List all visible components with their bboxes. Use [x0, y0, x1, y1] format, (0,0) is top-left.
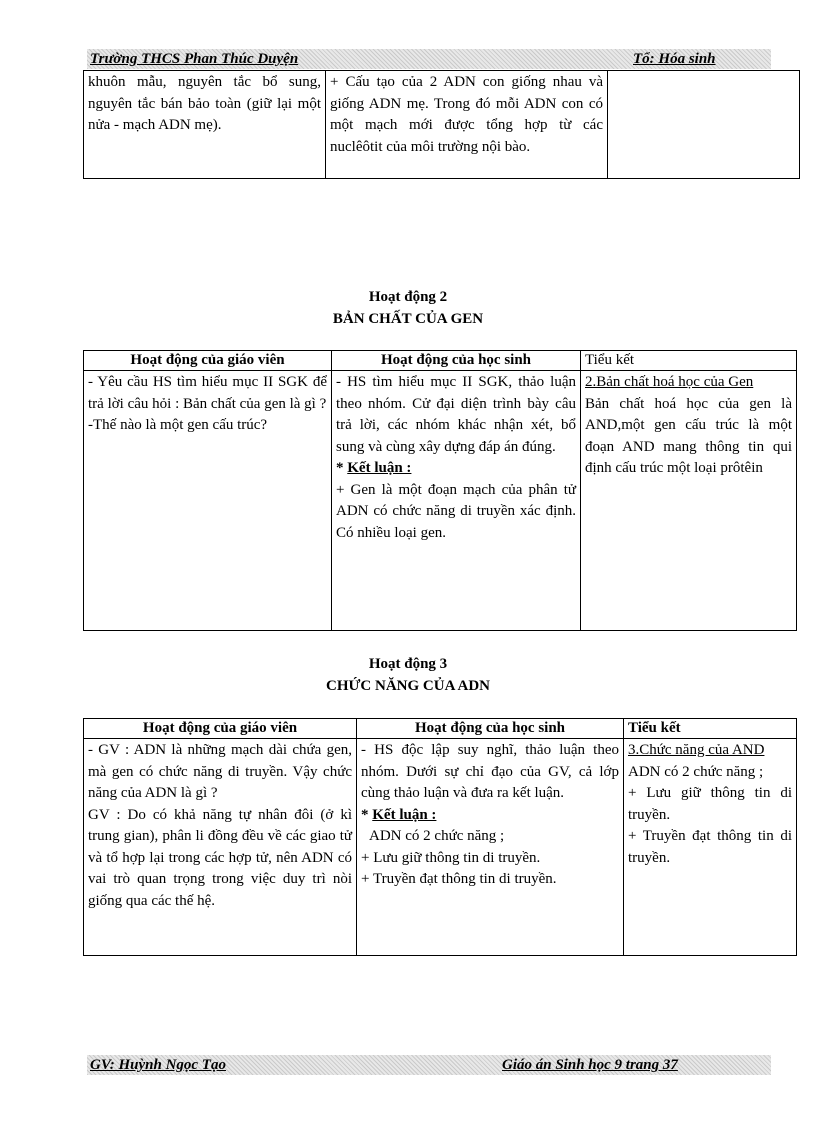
summary-line: ADN có 2 chức năng ;	[628, 763, 764, 780]
conclusion-line: * Kết luận :	[361, 806, 437, 823]
student-line: ADN có 2 chức năng ;	[369, 828, 505, 844]
header-student: Hoạt động của học sinh	[332, 351, 581, 371]
summary-body: Bản chất hoá học của gen là AND,một gen cấu trúc là một đoạn AND mang thông tin qui định cấu trúc một loại prôtêin	[585, 395, 792, 476]
summary-cell	[608, 71, 800, 179]
student-line: + Lưu giữ thông tin di truyền.	[361, 849, 541, 866]
table-header-row	[84, 719, 797, 739]
student-intro: - HS độc lập suy nghĩ, thảo luận theo nhóm. Dưới sự chỉ đạo của GV, cả lớp cùng thảo luận và đưa ra kết luận.	[361, 742, 619, 801]
teacher-cell	[84, 371, 332, 631]
activity3-subtitle: CHỨC NĂNG CỦA ADN	[325, 678, 491, 694]
student-intro: - HS tìm hiểu mục II SGK, thảo luận theo nhóm. Cử đại diện trình bày câu trả lời, các nhóm khác nhận xét, bổ sung và cùng xây dựng đáp án đúng.	[336, 374, 576, 455]
header-summary: Tiểu kết	[624, 719, 797, 739]
header-student: Hoạt động của học sinh	[357, 719, 624, 739]
page-header	[87, 49, 771, 69]
activity3-table	[83, 718, 797, 956]
activity2-table	[83, 350, 797, 631]
teacher-cell	[84, 739, 357, 956]
student-line: + Truyền đạt thông tin di truyền.	[361, 871, 557, 887]
teacher-line: GV : Do có khả năng tự nhân đôi (ở kì trung gian), phân li đồng đều về các giao tử và tổ hợp lại trong các hợp tử, nên ADN có vai trò quan trọng trong việc duy trì nòi giống qua các thế hệ.	[88, 806, 352, 909]
conclusion-label: Kết luận :	[347, 460, 412, 476]
teacher-line: -Thế nào là một gen cấu trúc?	[88, 417, 268, 433]
teacher-cell: khuôn mẫu, nguyên tắc bổ sung, nguyên tắc bán bảo toàn (giữ lại một nửa - mạch ADN mẹ).	[84, 71, 326, 179]
activity3-title: Hoạt động 3	[368, 656, 448, 672]
header-summary: Tiểu kết	[581, 351, 797, 371]
conclusion-line: * Kết luận :	[336, 460, 412, 476]
activity2-title: Hoạt động 2	[368, 289, 448, 305]
teacher-name: GV: Huỳnh Ngọc Tạo	[90, 1057, 226, 1073]
table-header-row	[84, 351, 797, 371]
school-name: Trường THCS Phan Thúc Duyện	[90, 51, 299, 67]
summary-cell	[581, 371, 797, 631]
summary-line: + Truyền đạt thông tin di truyền.	[628, 828, 792, 866]
table-row	[84, 371, 797, 631]
student-cell	[357, 739, 624, 956]
group-name: Tổ: Hóa sinh	[633, 51, 716, 67]
student-conclusion: + Gen là một đoạn mạch của phân tử ADN có chức năng di truyền xác định. Có nhiều loại gen.	[336, 481, 576, 541]
summary-line: + Lưu giữ thông tin di truyền.	[628, 785, 792, 823]
activity2-subtitle: BẢN CHẤT CỦA GEN	[332, 311, 484, 327]
header-teacher: Hoạt động của giáo viên	[84, 351, 332, 371]
summary-cell	[624, 739, 797, 956]
table-row	[84, 71, 800, 179]
page-footer	[87, 1055, 771, 1075]
conclusion-label: Kết luận :	[372, 806, 437, 823]
student-cell	[332, 371, 581, 631]
student-cell: + Cấu tạo của 2 ADN con giống nhau và giống ADN mẹ. Trong đó mỗi ADN con có một mạch mới được tổng hợp từ các nuclêôtit của môi trường nội bào.	[326, 71, 608, 179]
page-info: Giáo án Sinh học 9 trang 37	[502, 1057, 678, 1073]
teacher-line: - Yêu cầu HS tìm hiểu mục II SGK để trả lời câu hỏi : Bản chất của gen là gì ?	[88, 374, 327, 412]
continuation-table	[83, 70, 800, 179]
summary-title: 2.Bản chất hoá học của Gen	[585, 374, 754, 390]
header-teacher: Hoạt động của giáo viên	[84, 719, 357, 739]
teacher-line: - GV : ADN là những mạch dài chứa gen, mà gen có chức năng di truyền. Vậy chức năng của ADN là gì ?	[88, 742, 352, 801]
table-row	[84, 739, 797, 956]
summary-title: 3.Chức năng của AND	[628, 742, 765, 758]
